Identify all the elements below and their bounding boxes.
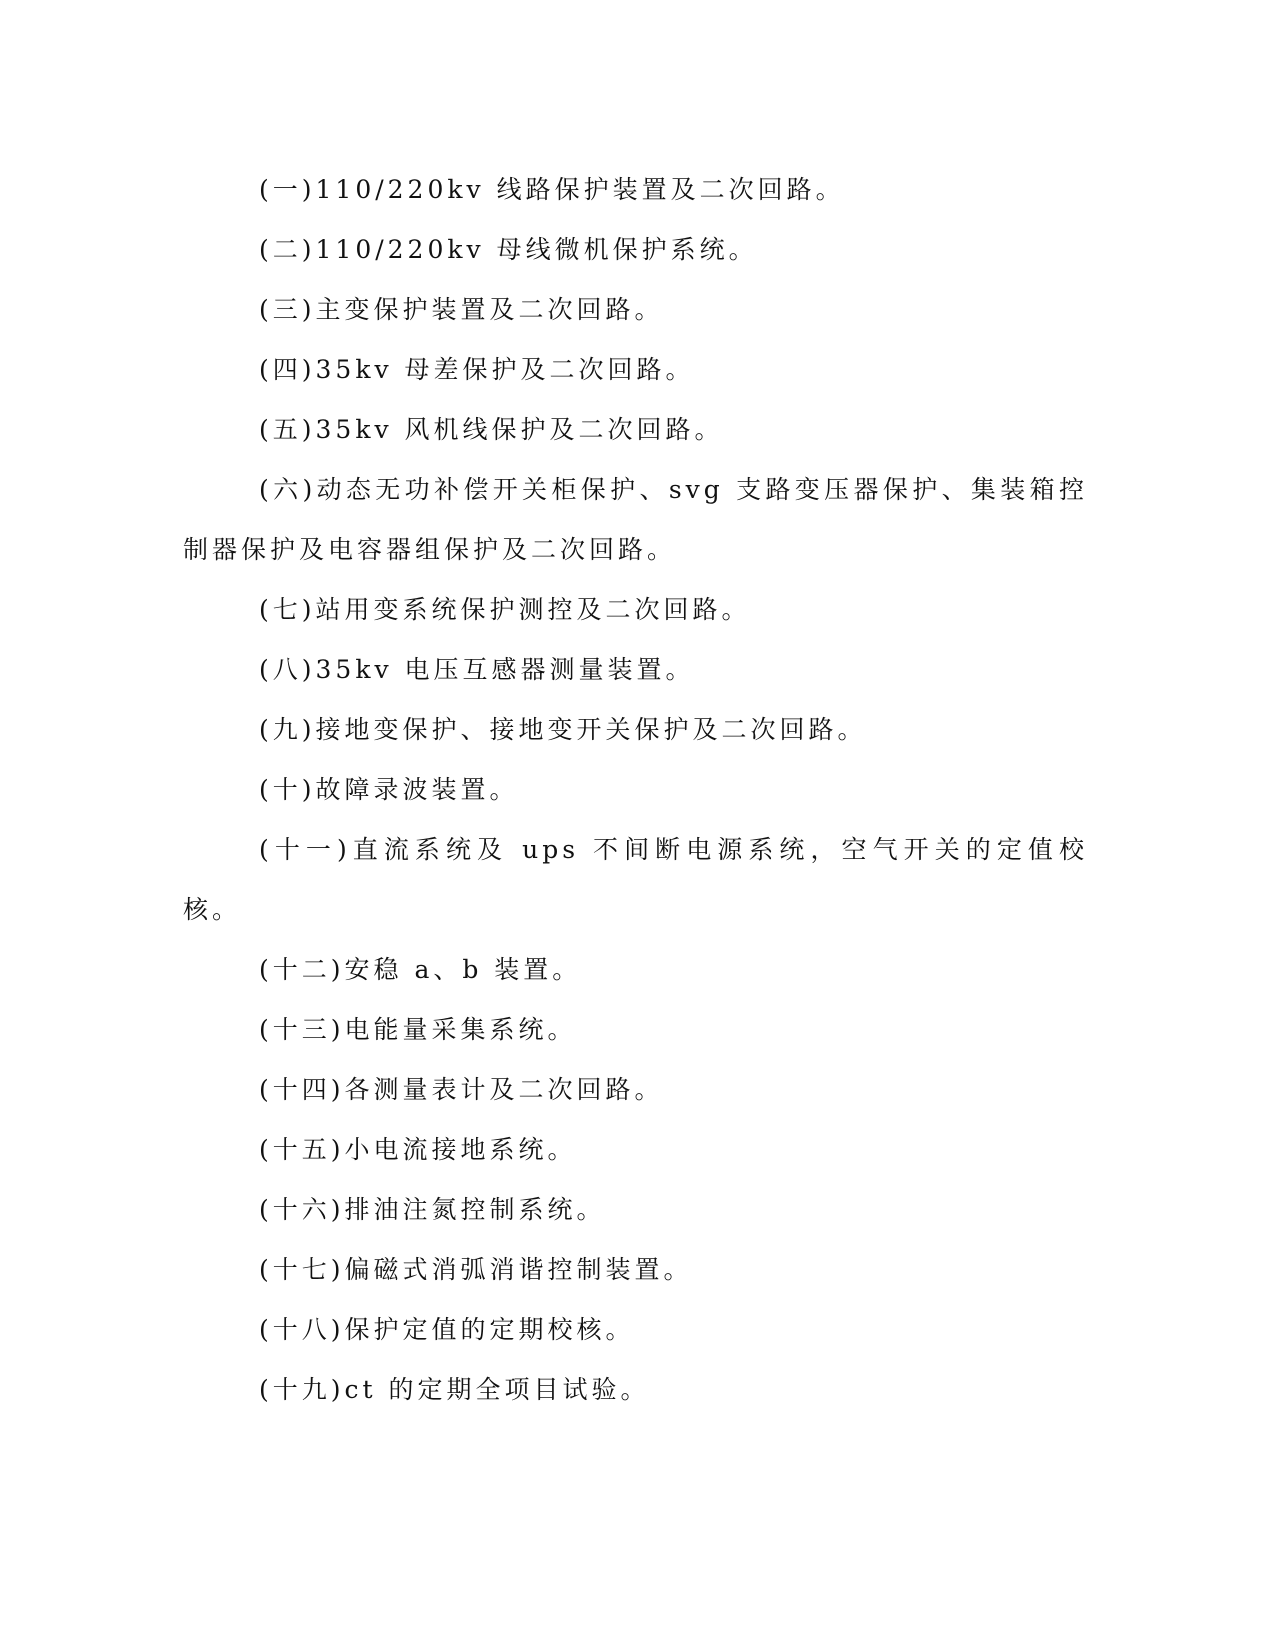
list-item: (十八)保护定值的定期校核。 [259,1315,635,1344]
list-item: (十四)各测量表计及二次回路。 [259,1075,664,1104]
list-item: (十九)ct 的定期全项目试验。 [259,1375,650,1404]
list-item: (五)35kv 风机线保护及二次回路。 [259,415,724,444]
list-item: (四)35kv 母差保护及二次回路。 [259,355,695,384]
list-item: (十七)偏磁式消弧消谐控制装置。 [259,1255,693,1284]
list-item: (十一)直流系统及 ups 不间断电源系统，空气开关的定值校核。 [183,835,1088,924]
list-item: (十)故障录波装置。 [259,775,519,804]
list-item: (六)动态无功补偿开关柜保护、svg 支路变压器保护、集装箱控制器保护及电容器组保护及二次回路。 [183,475,1088,564]
list-item: (十二)安稳 a、b 装置。 [259,955,582,984]
list-item: (二)110/220kv 母线微机保护系统。 [259,235,758,264]
list-item: (十三)电能量采集系统。 [259,1015,577,1044]
list-item: (八)35kv 电压互感器测量装置。 [259,655,695,684]
document-body [183,160,1088,1420]
list-item: (十六)排油注氮控制系统。 [259,1195,606,1224]
list-item: (三)主变保护装置及二次回路。 [259,295,664,324]
list-item: (一)110/220kv 线路保护装置及二次回路。 [259,175,845,204]
list-item: (十五)小电流接地系统。 [259,1135,577,1164]
list-item: (七)站用变系统保护测控及二次回路。 [259,595,751,624]
list-item: (九)接地变保护、接地变开关保护及二次回路。 [259,715,867,744]
